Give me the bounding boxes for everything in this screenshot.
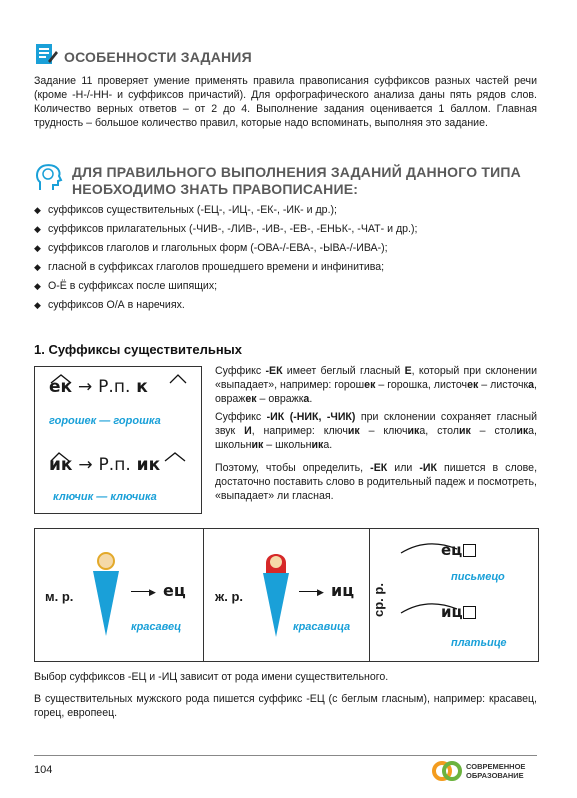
gender-label-masc: м. р. xyxy=(45,589,74,604)
suffix-diagram-box xyxy=(34,366,202,514)
divider xyxy=(369,529,370,661)
result-k: к xyxy=(136,377,148,397)
arrow-icon: → xyxy=(78,377,93,397)
rule-paragraph-ik: Суффикс -ИК (-НИК, -ЧИК) при склонении сохраняет гласный звук И, например: ключик – ключика, столик – столика, школьник – школьника. xyxy=(215,411,537,451)
diamond-bullet-icon: ◆ xyxy=(34,262,41,272)
list-item: ◆ гласной в суффиксах глаголов прошедшего времени и инфинитива; xyxy=(34,258,554,277)
rule-paragraph-conclusion: Поэтому, чтобы определить, -ЕК или -ИК пишется в слове, достаточно поставить слово в родительный падеж и посмотреть, «выпадает» ли гласная. xyxy=(215,462,538,502)
gender-diagram xyxy=(34,528,539,662)
page-number: 104 xyxy=(34,764,53,776)
section-title: 1. Суффиксы существительных xyxy=(34,342,243,357)
diamond-bullet-icon: ◆ xyxy=(34,281,41,291)
arrowhead-icon: ▶ xyxy=(317,587,324,597)
case-label: Р.п. xyxy=(98,455,131,475)
header-rules xyxy=(72,164,521,198)
example-goroshek: горошек — горошка xyxy=(49,415,161,427)
ending-box-icon xyxy=(463,544,476,557)
suffix-arc-icon xyxy=(49,451,199,463)
divider xyxy=(203,529,204,661)
brand-name: СОВРЕМЕННОЕ ОБРАЗОВАНИЕ xyxy=(466,762,526,780)
example-krasavets: красавец xyxy=(131,621,182,633)
head-brain-icon xyxy=(34,162,64,192)
gender-label-neut: ср. р. xyxy=(371,583,386,617)
diamond-bullet-icon: ◆ xyxy=(34,224,41,234)
example-pismetso: письмецо xyxy=(451,571,505,583)
boy-figure-icon xyxy=(91,551,121,641)
diamond-bullet-icon: ◆ xyxy=(34,205,41,215)
list-item: ◆ суффиксов глаголов и глагольных форм (-ОВА-/-ЕВА-, -ЫВА-/-ИВА-); xyxy=(34,239,554,258)
girl-figure-icon xyxy=(261,549,291,641)
case-label: Р.п. xyxy=(98,377,131,397)
suffix-ets: ец xyxy=(163,581,186,600)
result-ik: ик xyxy=(136,455,161,475)
suffix-ets-neut: ец xyxy=(441,541,463,559)
example-platitse: платьице xyxy=(451,637,507,649)
rules-list xyxy=(34,201,554,315)
suffix-ik: ик xyxy=(49,455,73,475)
suffix-ek: ек xyxy=(49,377,73,397)
diamond-bullet-icon: ◆ xyxy=(34,243,41,253)
diamond-bullet-icon: ◆ xyxy=(34,300,41,310)
list-item: ◆ суффиксов существительных (-ЕЦ-, -ИЦ-, -ЕК-, -ИК- и др.); xyxy=(34,201,554,220)
list-item: ◆ суффиксов О/А в наречиях. xyxy=(34,296,554,315)
ending-box-icon xyxy=(463,606,476,619)
example-krasavitsa: красавица xyxy=(293,621,351,633)
suffix-arc-icon xyxy=(49,373,199,385)
header-rules-line1: ДЛЯ ПРАВИЛЬНОГО ВЫПОЛНЕНИЯ ЗАДАНИЙ ДАННОГО ТИПА xyxy=(72,164,521,180)
gender-label-fem: ж. р. xyxy=(215,589,243,604)
list-item: ◆ суффиксов прилагательных (-ЧИВ-, -ЛИВ-, -ИВ-, -ЕВ-, -ЕНЬК-, -ЧАТ- и др.); xyxy=(34,220,554,239)
task-icon xyxy=(34,42,58,66)
list-item: ◆ О-Ё в суффиксах после шипящих; xyxy=(34,277,554,296)
arrowhead-icon: ▶ xyxy=(149,587,156,597)
rule-paragraph-ek: Суффикс -ЕК имеет беглый гласный Е, который при склонении «выпадает», например: горошек – горошка, листочек – листочка, овражек – овражка. xyxy=(215,365,538,405)
brand-logo-icon xyxy=(432,760,462,782)
header-features: ОСОБЕННОСТИ ЗАДАНИЯ xyxy=(64,49,252,65)
suffix-its: иц xyxy=(331,581,355,600)
intro-paragraph: Задание 11 проверяет умение применять правила правописания суффиксов разных частей речи (кроме -Н-/-НН- и суффиксов причастий). Для орфографического анализа даны пять рядов слов. Количество верных ответов – от 2 до 4. Выполнение задания оценивается 1 баллом. Главная трудность – большое количество правил, которые надо вспоминать, выполняя это задание. xyxy=(34,75,537,129)
suffix-its-neut: иц xyxy=(441,603,463,621)
example-klyuchik: ключик — ключика xyxy=(53,491,157,503)
footer-divider xyxy=(34,755,537,756)
bottom-paragraph-2: В существительных мужского рода пишется суффикс -ЕЦ (с беглым гласным), например: красавец, горец, европеец. xyxy=(34,693,537,719)
header-rules-line2: НЕОБХОДИМО ЗНАТЬ ПРАВОПИСАНИЕ: xyxy=(72,181,359,197)
arrow-icon: → xyxy=(78,455,93,475)
bottom-paragraph-1: Выбор суффиксов -ЕЦ и -ИЦ зависит от рода имени существительного. xyxy=(34,671,389,683)
